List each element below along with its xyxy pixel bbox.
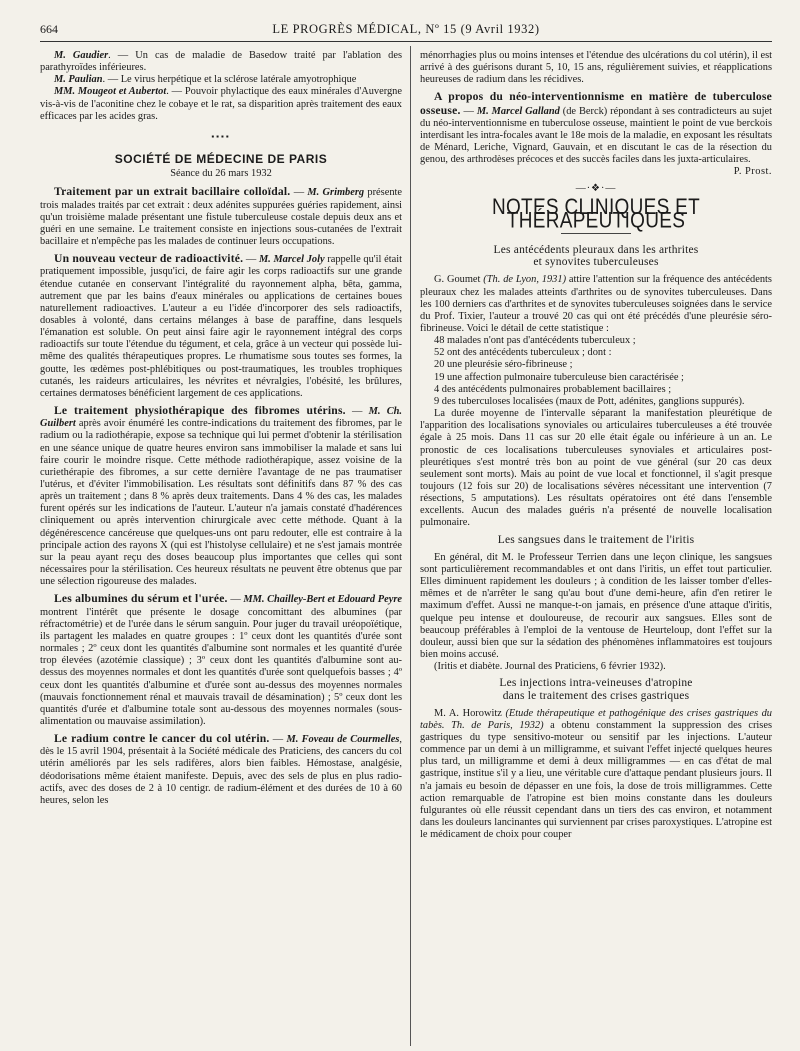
journal-title: LE PROGRÈS MÉDICAL, Nº 15 (9 Avril 1932) bbox=[272, 22, 540, 36]
society-title: SOCIÉTÉ DE MÉDECINE DE PARIS bbox=[114, 152, 328, 167]
list-item: 19 une affection pulmonaire tuberculeuse bien caractérisée ; bbox=[434, 371, 684, 383]
society-date: Séance du 26 mars 1932 bbox=[170, 168, 272, 180]
list-item: 4 des antécédents pulmonaires probablement bacillaires ; bbox=[434, 383, 672, 395]
header-rule bbox=[40, 41, 772, 42]
list-item: 9 des tuberculoses localisées (maux de Pott, adénites, ganglions suppurés). bbox=[434, 395, 745, 407]
continued-text: ménorrhagies plus ou moins intenses et l'étendue des ulcérations du col utérin), il est arrivé à des guérisons durant 5, 10, 15 ans, régulièrement suivies, et réapplications heureuses de radium dans les récidives. bbox=[420, 50, 772, 86]
signature: P. Prost. bbox=[733, 166, 772, 178]
page-number: 664 bbox=[40, 22, 58, 36]
statistics-list bbox=[420, 335, 772, 408]
list-item: 48 malades n'ont pas d'antécédents tuberculeux ; bbox=[434, 335, 636, 347]
note-title: Les antécédents pleuraux dans les arthrites et synovites tuberculeuses bbox=[493, 244, 699, 269]
note-body: G. Goumet (Th. de Lyon, 1931) attire l'attention sur la fréquence des antécédents pleuraux chez les malades atteints d'arthrites ou de synovites tuberculeuses. Dans les 100 derniers cas d'arthrites et de synovites tuberculeuses soignées dans le service du Prof. Tixier, l'auteur a trouvé 20 cas qui ont été précédés d'une pleurésie séro-fibrineuse. Voici le détail de cette statistique : bbox=[420, 274, 772, 334]
note-title: Les injections intra-veineuses d'atropine dans le traitement des crises gastriques bbox=[499, 677, 693, 702]
note-reference: (Iritis et diabète. Journal des Praticiens, 6 février 1932). bbox=[434, 661, 666, 673]
ornament-divider: —·❖·— bbox=[575, 182, 617, 194]
paper-entry: M. Paulian. — Le virus herpétique et la sclérose latérale amyotrophique bbox=[54, 74, 357, 86]
note-body: M. A. Horowitz (Etude thérapeutique et pathogénique des crises gastriques du tabès. Th. de Paris, 1932) a obtenu constamment la suppression des crises gastriques du type sensitivo-moteur ou sensitif par les injections. L'auteur commence par un demi à un milligramme, et suivant l'effet injecté quelques heures plus tard, un milligramme et demi à deux milligrammes — en cas d'état de mal gastrique, institue s'il y a lieu, une véritable cure d'attaque pendant plusieurs jours. Il n'a jamais eu besoin de dépasser en une fois, la dose de trois milligrammes. Cette action remarquable de l'atropine est bien moins constante dans les douleurs fulgurantes où elle réussit cependant dans un tiers des cas environ, et notamment dans les douleurs lancinantes qui surviennent par crises paroxystiques. L'atropine est le médicament de choix pour couper bbox=[420, 707, 772, 841]
article: Traitement par un extrait bacillaire colloïdal. — M. Grimberg présente trois malades traités par cet extrait : deux adénites suppurées guéries rapidement, ainsi qu'un troisième malade présentant une fistule tuberculeuse costale depuis deux ans et guéri en une semaine. Le traitement consiste en injections sous-cutanées de l'extrait bacillaire et n'empêche pas les malades de continuer leurs occupations. bbox=[40, 185, 403, 248]
note-title: Les sangsues dans le traitement de l'iritis bbox=[497, 533, 695, 546]
note-body: La durée moyenne de l'intervalle séparant la manifestation pleurétique de l'apparition des localisations synoviales ou articulaires tuberculeuses a été trouvée égale à 25 mois. Dans 11 cas sur 20 elle était égale ou inférieure à un an. Le pronostic de ces localisations tuberculeuses synoviales et articulaires post-pleurétiques s'est montré très bon au point de vue général (sur 20 cas deux seulement sont morts). Mais au point de vue local et fonctionnel, il s'agit presque toujours (12 fois sur 20) de localisations sévères nécessitant une intervention (7 résections, 5 amputations). Les résultats opératoires ont été dans l'ensemble excellents. Aucun des malades guéris n'a présenté de nouvelle localisation pulmonaire. bbox=[420, 408, 772, 529]
article: Le radium contre le cancer du col utérin. — M. Foveau de Courmelles, dès le 15 avril 1904, présentait à la Société médicale des Praticiens, des cancers du col utérin améliorés par les sels radifères, alors bien faibles. Hémostase, analgésie, déodorisations même étaient manifeste. Depuis, avec des sels de plus en plus radio-actifs, avec des doses de 2 à 10 centigr. de radium-élément et des durées de 10 à 60 heures, selon les bbox=[40, 732, 402, 806]
paper-entry: MM. Mougeot et Aubertot. — Pouvoir phylactique des eaux minérales d'Auvergne vis-à-vis de l'aconitine chez le cobaye et le rat, sa disparition après traitement des eaux efficaces par les acides gras. bbox=[40, 86, 402, 122]
left-column bbox=[40, 50, 402, 807]
article: Un nouveau vecteur de radioactivité. — M. Marcel Joly rappelle qu'il était pratiquement impossible, jusqu'ici, de faire agir les corps radioactifs sur une grande étendue cutanée en conservant l'intégralité du rayonnement alpha, bêta, gamma, autrement que par les bains d'eaux minérales ou applications de certaines boues naturellement radioactives. L'auteur a eu l'idée d'incorporer des sels radioactifs, dosables à volonté, dans certains mélanges à base de paraffine, dans lesquels l'émanation est soluble. On peut ainsi faire agir le rayonnement intégral des corps radioactifs sur toute l'étendue du tégument, et cela, grâce à un vecteur qui possède lui-même des qualités thérapeutiques propres. Le rhumatisme sous toutes ses formes, la goutte, les œdèmes post-phlébitiques ou post-traumatiques, les troubles trophiques cutanés, les raideurs articulaires, les névrites et névralgies, l'obésité, les brûlures, certaines dermatoses bénéficient largement de ces applications. bbox=[40, 252, 402, 399]
right-column bbox=[420, 50, 772, 841]
note-body: En général, dit M. le Professeur Terrien dans une leçon clinique, les sangsues sont particulièrement recommandables et ont dans l'iritis, un effet tout particulier. Elles diminuent rapidement les douleurs ; à condition de les laisser tomber d'elles-mêmes et de n'arrêter le sang qu'au bout d'une demi-heure, afin d'en retirer le maximum d'effet. Aussi ne manque-t-on jamais, en présence d'une attaque d'iritis, quelque peu intense et douloureuse, de recourir aux sangsues. Elles sont de beaucoup préférables à l'emploi de la ventouse de Heurteloup, dont l'effet sur la douleur, aussi bien que sur la sédation des phénomènes inflammatoires est toujours bien moins accusé. bbox=[420, 551, 772, 661]
article: A propos du néo-interventionnisme en matière de tuberculose osseuse. — M. Marcel Galland (de Berck) répondant à ses contradicteurs au sujet du néo-interventionnisme en tuberculose osseuse, maintient le point de vue berckois interdisant les intra-focales avant le 18e mois de la maladie, en exposant les résultats de Ménard, Leriche, Vignard, Gauvain, et en discutant le cas de la résection du genou, des arthrodèses précoces et des succès faciles dans les juxta-articulaires. bbox=[420, 90, 773, 166]
section-title: NOTES CLINIQUES ET THÉRAPEUTIQUES bbox=[491, 195, 701, 234]
list-item: 20 une pleurésie séro-fibrineuse ; bbox=[434, 359, 573, 371]
list-item: 52 ont des antécédents tuberculeux ; dont : bbox=[434, 347, 612, 359]
column-divider bbox=[410, 46, 411, 1046]
article: Les albumines du sérum et l'urée. — MM. Chailley-Bert et Edouard Peyre montrent l'intérêt que présente le dosage concomittant des albumines (par réfractométrie) et de l'urée dans le sérum sanguin. Pour juger du travail uréopoïétique, ils partagent les malades en quatre groupes : 1º ceux dont les quantités d'urée sont normales ; 2º ceux dont les quantités d'albumine sont normales et les quantité d'urée trop élevées (azotémie classique) ; 3º ceux dont les quantités d'albumine sont au-dessus des moyennes normales et dont les quantités d'urée sont quelquefois basses ; 4º ceux dont les quantités d'albumine et d'urée sont au-dessus des moyennes normales (mauvais fonctionnement rénal et mauvais travail de désamination) ; 5º ceux dont les quantités d'urée et d'albumine totale sont au-dessous des moyennes normales (sous-alimentation ou mauvaise assimilation). bbox=[40, 592, 402, 727]
running-header bbox=[40, 22, 772, 40]
ornament: ▪▪▪▪ bbox=[211, 131, 231, 141]
article: Le traitement physiothérapique des fibromes utérins. — M. Ch. Guilbert après avoir énuméré les contre-indications du traitement des fibromes, par le radium ou la radiothérapie, expose sa technique qui lui permet d'obtenir la stérilisation en une séance unique de quatre heures environ sans immobiliser la malade et sans lui faire courir le moindre risque. Cette méthode radiothérapique, assez voisine de la curiethérapie des fibromes, a sur cette dernière l'avantage de ne pas traumatiser l'utérus, et d'éviter l'immobilisation. Les résultats sont définitifs dans 87 % des cas après un traitement ; dans 8 % après deux traitements. Dans 4 % des cas, les malades furent opérés sur les indications de l'auteur. L'auteur n'a jamais constaté d'hadérences cliniquement ou après intervention chirurgicale avec cette méthode. Quant à la dégénérescence cancéreuse que quelques-uns ont paru redouter, elle est contraire à la principale action des rayons X (qui est l'histolyse cellulaire) et ne s'est jamais montrée sur la peau ayant reçu des doses beaucoup plus importantes que celles qui sont nécessaires pour la stérilisation. Ces heureux résultats ne peuvent être obtenus que par une sélection rigoureuse des malades. bbox=[40, 404, 402, 588]
paper-entry: M. Gaudier. — Un cas de maladie de Basedow traité par l'ablation des parathyroïdes inférieures. bbox=[40, 50, 402, 74]
